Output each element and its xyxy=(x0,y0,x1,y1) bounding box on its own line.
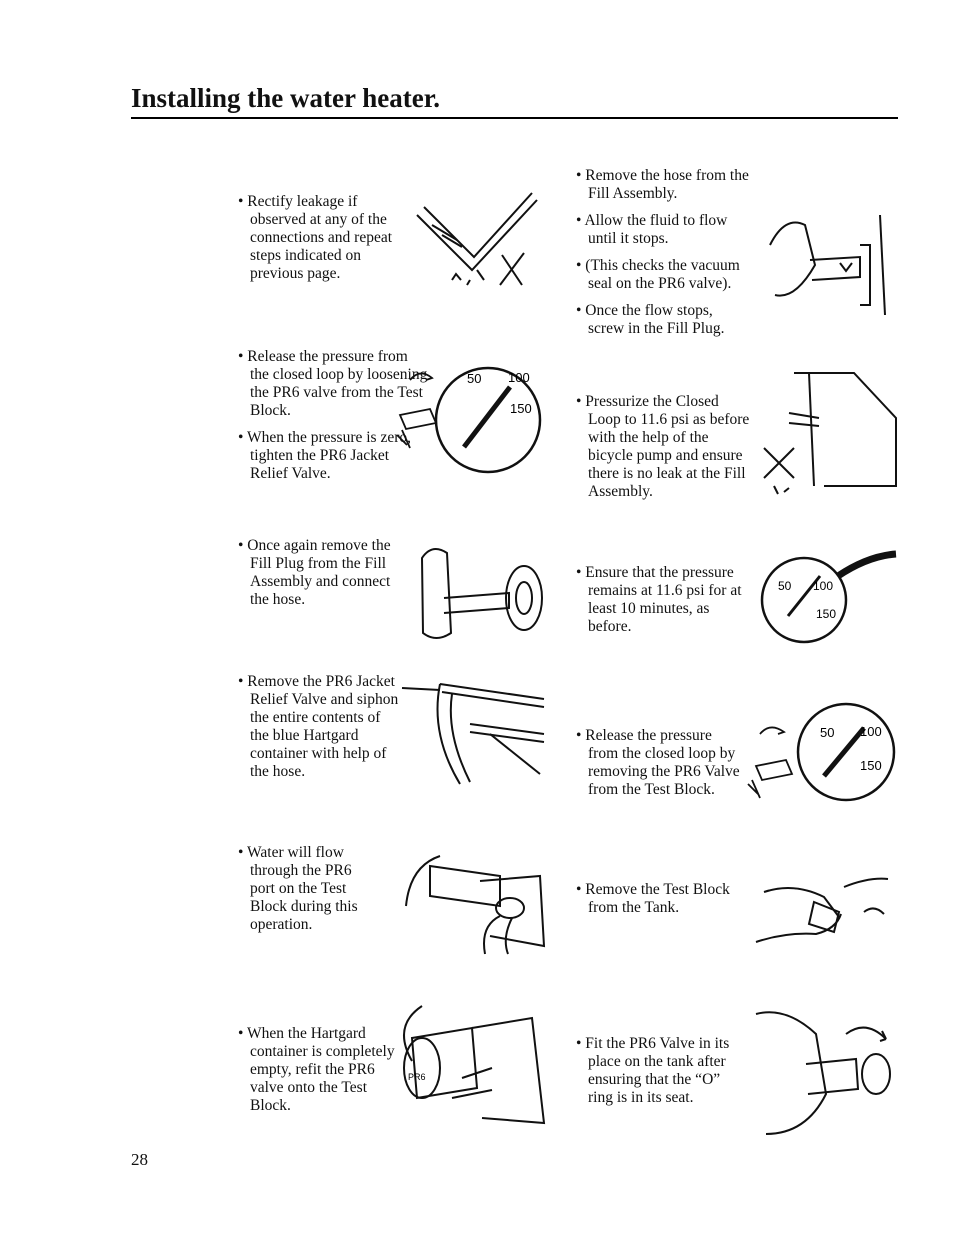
fill-plug-illustration xyxy=(414,538,546,642)
left-step-1 xyxy=(238,193,410,292)
left-step-1-bullet-1: • Rectify leakage if observed at any of the connections and repeat steps indicated on previous page. xyxy=(238,193,393,282)
pressure-gauge-illustration xyxy=(392,335,544,487)
gauge-label-100: 100 xyxy=(508,370,530,385)
left-step-6-bullet-1: • When the Hartgard container is completely empty, refit the PR6 valve onto the Test Block. xyxy=(238,1025,395,1114)
gauge-2-label-50: 50 xyxy=(778,579,792,593)
gauge-label-150: 150 xyxy=(510,401,532,416)
valve-label: PR6 xyxy=(408,1072,426,1082)
hold-pressure-gauge-illustration xyxy=(758,546,898,646)
left-step-3-bullet-1: • Once again remove the Fill Plug from the Fill Assembly and connect the hose. xyxy=(238,537,391,608)
water-flow-illustration xyxy=(400,836,546,956)
remove-hose-illustration xyxy=(760,205,894,317)
frame-leak-illustration xyxy=(412,185,544,293)
gauge-3-label-100: 100 xyxy=(860,724,882,739)
right-step-1-bullet-4: • Once the flow stops, screw in the Fill Plug. xyxy=(576,302,725,337)
right-step-5-bullet-1: • Remove the Test Block from the Tank. xyxy=(576,881,730,916)
right-step-6 xyxy=(576,1035,746,1116)
gauge-3-label-50: 50 xyxy=(820,725,835,740)
gauge-2-label-100: 100 xyxy=(813,579,834,593)
right-step-1-bullet-3: • (This checks the vacuum seal on the PR6 valve). xyxy=(576,257,740,292)
right-step-1-bullet-2: • Allow the fluid to flow until it stops. xyxy=(576,212,728,247)
left-step-4-bullet-1: • Remove the PR6 Jacket Relief Valve and siphon the entire contents of the blue Hartgard container with help of the hose. xyxy=(238,673,399,780)
gauge-3-label-150: 150 xyxy=(860,758,882,773)
gauge-2-label-150: 150 xyxy=(816,607,837,621)
title-rule xyxy=(131,117,898,119)
right-step-2 xyxy=(576,393,751,510)
left-step-5 xyxy=(238,844,378,943)
left-step-4 xyxy=(238,673,403,790)
right-step-4 xyxy=(576,727,741,808)
right-step-1-bullet-1: • Remove the hose from the Fill Assembly. xyxy=(576,167,749,202)
release-pressure-gauge-illustration xyxy=(746,694,898,816)
left-step-5-bullet-1: • Water will flow through the PR6 port on the Test Block during this operation. xyxy=(238,844,358,933)
right-step-1 xyxy=(576,167,751,347)
left-step-3 xyxy=(238,537,408,618)
left-step-6 xyxy=(238,1025,398,1124)
page-title: Installing the water heater. xyxy=(131,83,440,113)
right-step-5 xyxy=(576,881,741,926)
right-step-3-bullet-1: • Ensure that the pressure remains at 11.6 psi for at least 10 minutes, as before. xyxy=(576,564,742,635)
page-number: 28 xyxy=(131,1150,148,1169)
siphon-container-illustration xyxy=(400,674,546,790)
left-step-2-bullet-2: • When the pressure is zero, tighten the PR6 Jacket Relief Valve. xyxy=(238,429,411,482)
right-step-6-bullet-1: • Fit the PR6 Valve in its place on the tank after ensuring that the “O” ring is in its seat. xyxy=(576,1035,730,1106)
fit-pr6-valve-illustration xyxy=(746,1004,898,1138)
remove-test-block-illustration xyxy=(754,862,890,952)
gauge-label-50: 50 xyxy=(467,371,482,386)
refit-valve-illustration xyxy=(392,998,546,1130)
right-step-4-bullet-1: • Release the pressure from the closed loop by removing the PR6 Valve from the Test Block. xyxy=(576,727,740,798)
left-step-2-bullet-1: • Release the pressure from the closed loop by loosening the PR6 valve from the Test Block. xyxy=(238,348,428,419)
right-step-3 xyxy=(576,564,756,645)
pressurize-tank-illustration xyxy=(754,368,898,502)
right-step-2-bullet-1: • Pressurize the Closed Loop to 11.6 psi as before with the help of the bicycle pump and ensure there is no leak at the Fill Assembly. xyxy=(576,393,750,500)
